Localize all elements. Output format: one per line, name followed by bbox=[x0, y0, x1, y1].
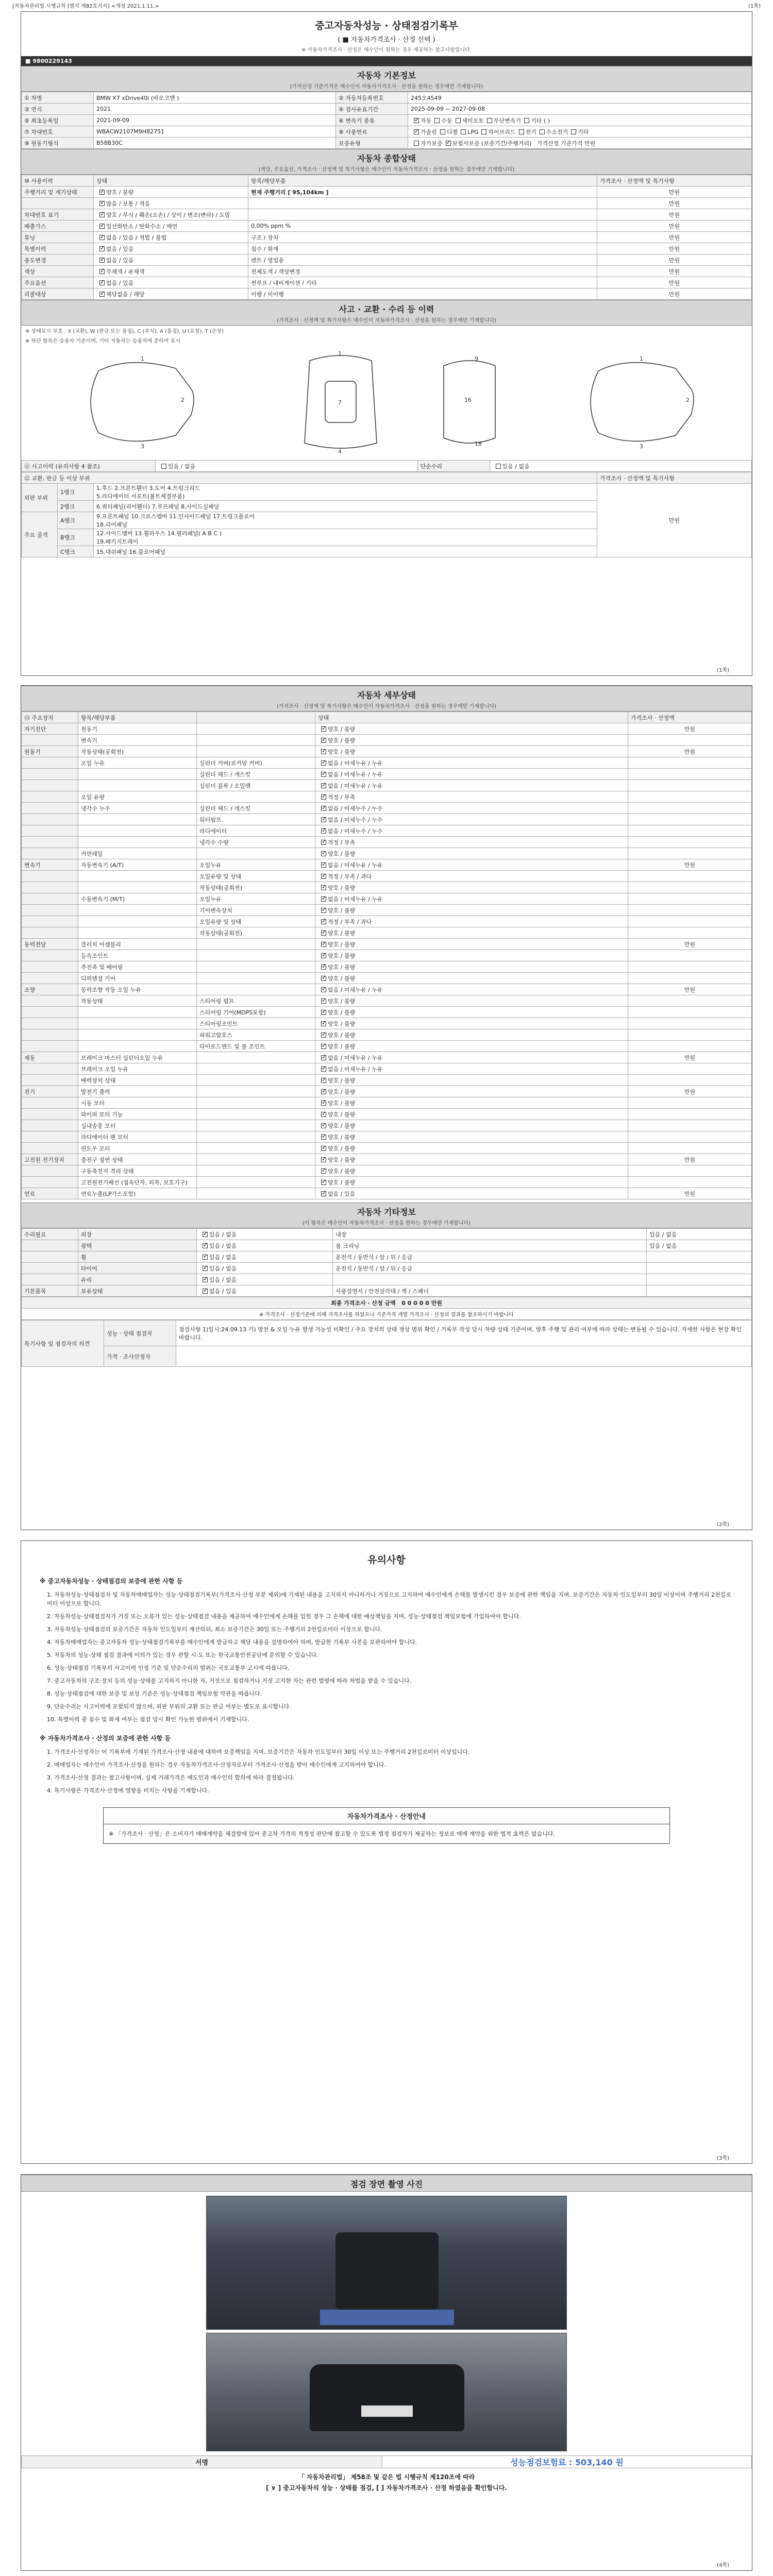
etc-row: 타이어 ✓ 있음 / 없음 운전석 / 동반석 / 앞 / 뒤 / 응급 bbox=[22, 1263, 752, 1274]
notice-item: 2. 매매업자는 매수인이 가격조사·산정을 원하는 경우 자동차가격조사·산정자로부터 가격조사·산정을 받아 매수인에게 고지하여야 합니다. bbox=[47, 1761, 386, 1768]
notice-item: 7. 중고자동차의 구조·장치 등의 성능·상태를 고지하지 아니한 자, 거짓으로 점검하거나 거짓 고지한 자는 관련 법령에 따라 처벌을 받을 수 있습니다. bbox=[47, 1677, 412, 1685]
svg-text:9: 9 bbox=[475, 355, 478, 362]
detail-row: 오일유량 및 상태 ✓ 적정 / 부족 / 과다 bbox=[22, 871, 752, 882]
svg-text:3: 3 bbox=[640, 443, 643, 450]
page-number: (4쪽) bbox=[717, 2563, 729, 2568]
detail-row: 전기 발전기 출력 ✓ 양호 / 불량 만원 bbox=[22, 1086, 752, 1097]
footer-1: 「 자동차관리법」 제58조 및 같은 법 시행규칙 제120조에 따라 bbox=[298, 2473, 475, 2481]
page-number: (1쪽) bbox=[717, 668, 729, 673]
notice-item: 2. 자동차성능·상태점검자가 거짓 또는 오류가 있는 성능·상태점검 내용을 제공하여 매수인에게 손해를 입힌 경우 그 손해에 대한 배상책임을 지며, 성능·상태점검 책임보험에 가입하여야 합니다. bbox=[47, 1613, 521, 1620]
detail-row: 배력장치 상태 ✓ 양호 / 불량 bbox=[22, 1075, 752, 1086]
detail-row: 작동상태(공회전) ✓ 양호 / 불량 bbox=[22, 927, 752, 939]
detail-row: 실린더 헤드 / 개스킷 ✓ 없음 / 미세누유 / 누유 bbox=[22, 769, 752, 780]
detail-row: 워터펌프 ✓ 없음 / 미세누수 / 누수 bbox=[22, 814, 752, 825]
basic-info-header: 자동차 기본정보 (가격산정 기준가격은 매수인이 자동차가격조사 · 산정을 원하는 경우에만 기재합니다) bbox=[21, 66, 752, 92]
detail-row: 냉각수 누수 실린더 헤드 / 개스킷 ✓ 없음 / 미세누수 / 누수 bbox=[22, 803, 752, 814]
remarks-table: 특기사항 및 점검자의 의견 성능 · 상태 점검자 점검사항 1)일시:24.09.13 기) 방전 & 오일 누유 발생 가능성 미확인 / 주요 장치의 상태 정상 범위 확인 / 기록부 작성 당시 차량 상태 기준이며, 향후 주행 및 관리 여부에 따라 상태는 변동될 수 있습니다. 자세한 사항은 현장 확인 바랍니다. 가격 · 조사산정자 bbox=[21, 1320, 752, 1367]
doc-note: ※ 자동차가격조사 · 산정은 매수인이 원하는 경우 제공하는 참고사항입니다. bbox=[301, 47, 472, 53]
form-ref: [자동차관리법 시행규칙 [별지 제82호서식] <개정 2021.1.11.> bbox=[12, 3, 160, 9]
notice-item: 8. 성능·상태점검에 대한 보증 및 보상 기준은 성능·상태점검 책임보험 약관을 따릅니다. bbox=[47, 1690, 262, 1698]
detail-row: 냉각수 수량 ✓ 적정 / 부족 bbox=[22, 837, 752, 848]
page-4 bbox=[21, 2174, 752, 2571]
etc-row: 광택 ✓ 있음 / 없음 룸 크리닝 있음 / 없음 bbox=[22, 1240, 752, 1251]
svg-text:4: 4 bbox=[338, 448, 342, 455]
detail-row: 작동상태 스티어링 펌프 ✓ 양호 / 불량 bbox=[22, 995, 752, 1007]
notice-item: 3. 자동차성능·상태점검의 보증기간은 자동차 인도일부터 계산하되, 최소 보증기간은 30일 또는 주행거리 2천킬로미터 이상으로 합니다. bbox=[47, 1626, 382, 1633]
etc-row: 수리필요 외장 ✓ 있음 / 없음 내장 있음 / 없음 bbox=[22, 1229, 752, 1240]
detail-row: 파워고압호스 ✓ 양호 / 불량 bbox=[22, 1029, 752, 1041]
notice-sec2: ※ 자동차가격조사 · 산정의 보증에 관한 사항 등 bbox=[40, 1734, 171, 1742]
inspection-photo-1 bbox=[206, 2196, 567, 2330]
detail-row: 오일유량 및 상태 ✓ 적정 / 부족 / 과다 bbox=[22, 916, 752, 927]
notice-item: 5. 자동차의 성능·상태 점검 결과에 이의가 있는 경우 관할 시·도 또는 한국교통안전공단에 문의할 수 있습니다. bbox=[47, 1652, 318, 1659]
detail-table: ⑬ 주요장치 항목/해당부품 상태 가격조사 · 산정액 자기진단 원동기 ✓ 양호 / 불량 만원 변속기 ✓ 양호 / 불량 원동기 작동상태(공회전) ✓ 양호 / 불량 만원 오일 누유 실린더 커버(로커암 커버) ✓ 없음 / 미세누유 / 누유 실린더 헤드 / 개스킷 ✓ 없음 / 미세누유 / 누유 실린더 블록 / 오일팬 ✓ 없음 / 미세누유 / 누유 오일 유량 ✓ 적정 / 부족 냉각수 누수 실린더 헤드 / 개스킷 ✓ 없음 / 미세누수 / 누수 워터펌프 ✓ 없음 / 미세누수 / 누수 라디에이터 ✓ 없음 / 미세누수 / 누수 냉각수 수량 ✓ 적정 / 부족 커먼레일 ✓ 양호 / 불량 변속기 자동변속기 (A/T) 오일누유 ✓ 없음 / 미세누유 / 누유 만원 오일유량 및 상태 ✓ 적정 / 부족 / 과다 작동상태(공회전) ✓ 양호 / 불량 수동변속기 (M/T) 오일누유 ✓ 없음 / 미세누유 / 누유 기어변속장치 ✓ 양호 / 불량 오일유량 및 상태 ✓ 적정 / 부족 / 과다 작동상태(공회전) ✓ 양호 / 불량 동력전달 클러치 어셈블리 ✓ 양호 / 불량 만원 등속조인트 ✓ 양호 / 불량 추진축 및 베어링 ✓ 양호 / 불량 디퍼렌셜 기어 ✓ 양호 / 불량 조향 동력조향 작동 오일 누유 ✓ 없음 / 미세누유 / 누유 만원 작동상태 스티어링 펌프 ✓ 양호 / 불량 스티어링 기어(MDPS포함) ✓ 양호 / 불량 스티어링조인트 ✓ 양호 / 불량 파워고압호스 ✓ 양호 / 불량 타이로드엔드 및 볼 조인트 ✓ 양호 / 불량 제동 브레이크 마스터 실린더오일 누유 ✓ 없음 / 미세누유 / 누유 만원 브레이크 오일 누유 ✓ 없음 / 미세누유 / 누유 배력장치 상태 ✓ 양호 / 불량 전기 발전기 출력 ✓ 양호 / 불량 만원 시동 모터 ✓ 양호 / 불량 와이퍼 모터 기능 ✓ 양호 / 불량 실내송풍 모터 ✓ 양호 / 불량 라디에이터 팬 모터 ✓ 양호 / 불량 윈도우 모터 ✓ 양호 / 불량 고전원 전기장치 충전구 절연 상태 ✓ 양호 / 불량 만원 구동축전지 격리 상태 ✓ 양호 / 불량 고전원전기배선 (접속단자, 피복, 보호기구) ✓ 양호 / 불량 연료 연료누출(LP가스포함) ✓ 없음 / 있음 만원 bbox=[21, 711, 752, 1199]
page-number: (3쪽) bbox=[717, 2156, 729, 2161]
accident-table: ⑪ 사고이력 (유의사항 4 참조) 있음 / 없음 단순수리 있음 / 없음 bbox=[21, 460, 752, 472]
doc-subtitle: ( ■ 자동차가격조사 · 산정 선택 ) bbox=[338, 36, 435, 44]
detail-row: 제동 브레이크 마스터 실린더오일 누유 ✓ 없음 / 미세누유 / 누유 만원 bbox=[22, 1052, 752, 1063]
summary-header: 자동차 종합상태 (색상, 주요옵션, 가격조사 · 산정액 및 특기사항은 매수인이 자동차가격조사 · 산정을 원하는 경우에만 기재합니다) bbox=[21, 149, 752, 175]
detail-row: 구동축전지 격리 상태 ✓ 양호 / 불량 bbox=[22, 1165, 752, 1177]
page-3 bbox=[21, 1540, 752, 2164]
detail-row: 오일 누유 실린더 커버(로커암 커버) ✓ 없음 / 미세누유 / 누유 bbox=[22, 757, 752, 769]
inspection-photo-2 bbox=[206, 2333, 567, 2451]
detail-row: 동력전달 클러치 어셈블리 ✓ 양호 / 불량 만원 bbox=[22, 939, 752, 950]
svg-text:16: 16 bbox=[464, 397, 472, 403]
footer-2: [ ∨ ] 중고자동차의 성능 · 상태를 점검, [ ] 자동차가격조사 · 산정 하였음을 확인합니다. bbox=[266, 2484, 507, 2492]
page-1 bbox=[21, 11, 752, 676]
page-count: (1쪽) bbox=[748, 3, 761, 9]
detail-row: 커먼레일 ✓ 양호 / 불량 bbox=[22, 848, 752, 859]
detail-row: 등속조인트 ✓ 양호 / 불량 bbox=[22, 950, 752, 961]
basic-info-table: ① 차명 BMW X7 xDrive40i (바로코멘 ) ② 자동차등록번호 245오4549 ③ 연식 2021 ④ 검사유효기간 2025-09-09 ~ 2027-09-08 ⑤ 최초등록일 2021-09-09 ⑥ 변속기 종류 ✓ 자동 수동 세미오토 무단변속기 기타 ( ) ⑦ 차대번호 WBACW2107M9H82751 ⑧ 사용연료 ✓ 가솔린 디젤 LPG 하이브리드 전기 수소전기 기타 ⑨ 원동기형식 B58B30C 보증유형 자가보증✓ 보험사보증 (보증기간/주행거리) 가격산정 기준가격 만원 bbox=[21, 92, 752, 149]
detail-row: 조향 동력조향 작동 오일 누유 ✓ 없음 / 미세누유 / 누유 만원 bbox=[22, 984, 752, 995]
detail-header: 자동차 세부상태 (가격조사 · 산정액 및 특기사항은 매수인이 자동차가격조사 · 산정을 원하는 경우에만 기재합니다) bbox=[21, 686, 752, 711]
detail-row: 스티어링 기어(MDPS포함) ✓ 양호 / 불량 bbox=[22, 1007, 752, 1018]
detail-row: 고전원전기배선 (접속단자, 피복, 보호기구) ✓ 양호 / 불량 bbox=[22, 1177, 752, 1188]
svg-text:2: 2 bbox=[686, 397, 690, 403]
detail-row: 브레이크 오일 누유 ✓ 없음 / 미세누유 / 누유 bbox=[22, 1063, 752, 1075]
svg-text:1: 1 bbox=[338, 350, 342, 357]
detail-row: 오일 유량 ✓ 적정 / 부족 bbox=[22, 791, 752, 803]
detail-row: 추진축 및 베어링 ✓ 양호 / 불량 bbox=[22, 961, 752, 973]
detail-row: 윈도우 모터 ✓ 양호 / 불량 bbox=[22, 1143, 752, 1154]
detail-row: 실린더 블록 / 오일팬 ✓ 없음 / 미세누유 / 누유 bbox=[22, 780, 752, 791]
svg-text:7: 7 bbox=[338, 399, 342, 406]
summary-table: ⑩ 사용이력 상태 항목/해당부품 가격조사 · 산정액 및 특기사항 주행거리 및 계기상태 ✓ 양호 / 불량 현재 주행거리 [ 95,104km ] 만원 ✓많음 / 보통 / 적음 만원 차대번호 표기 ✓ 양호 / 부식 / 훼손(오손) / 상이 / 변조(변타) / 도말 만원 배출가스 ✓ 일산화탄소 / 탄화수소 / 매연 0.00% ppm % 만원 튜닝 ✓ 없음 / 있음 / 적법 / 불법 구조 / 장치 만원 특별이력 ✓ 없음 / 있음 침수 / 화재 만원 용도변경 ✓ 없음 / 있음 렌트 / 영업용 만원 색상 ✓ 무채색 / 유채색 전체도색 / 색상변경 만원 주요옵션 ✓ 없음 / 있음 썬루프 / 내비게이션 / 기타 만원 리콜대상 ✓ 해당없음 / 해당 이행 / 미이행 만원 bbox=[21, 175, 752, 300]
notice-list-2 bbox=[40, 1748, 733, 1795]
svg-text:3: 3 bbox=[141, 443, 144, 450]
notice-item: 4. 특기사항은 가격조사·산정에 영향을 미치는 사항을 기재합니다. bbox=[47, 1787, 209, 1794]
etc-row: 휠 ✓ 있음 / 없음 운전석 / 동반석 / 앞 / 뒤 / 응급 bbox=[22, 1251, 752, 1263]
notice-item: 9. 단순수리는 사고이력에 포함되지 않으며, 외판 부위의 교환 또는 판금 여부는 별도로 표시합니다. bbox=[47, 1703, 291, 1710]
detail-row: 원동기 작동상태(공회전) ✓ 양호 / 불량 만원 bbox=[22, 746, 752, 757]
notice-sec1: ※ 중고자동차성능 · 상태점검의 보증에 관한 사항 등 bbox=[40, 1578, 183, 1585]
final-price-table: 최종 가격조사 · 산정 금액 0 0 0 0 0 만원 ※ 가격조사 · 산정기준에 의해 가격조사를 하였으나 기준가격 개별 가격조사 · 산정의 결과를 참조하시기 바랍니다 bbox=[21, 1297, 752, 1320]
notice-item: 1. 자동차성능·상태점검자 및 자동차매매업자는 성능·상태점검기록부(가격조사·산정 부분 제외)에 기재된 내용을 고지하지 아니하거나 거짓으로 고지하여 매수인에게 손해를 발생시킨 경우 보증에 관한 책임을 지며, 보증기간은 자동차 인도일부터 30일 이상이며 주행거리 2천킬로미터 이상으로 합니다. bbox=[47, 1591, 731, 1607]
etc-header: 자동차 기타정보 (이 항목은 매수인이 자동차가격조사 · 산정을 원하는 경우에만 기재합니다) bbox=[21, 1202, 752, 1228]
pricing-guide: 자동차가격조사 · 산정안내 ※ 「가격조사 · 산정」은 소비자가 매매계약을 체결함에 있어 중고차 가격의 적정성 판단에 참고할 수 있도록 법정 점검자가 제공하는 정보로 매매 계약을 위한 법적 효력은 없습니다. bbox=[103, 1807, 670, 1844]
etc-row: 기본품목 보유상태 ✓ 없음 / 있음 사용설명서 / 안전삼각대 / 잭 / 스패너 bbox=[22, 1285, 752, 1297]
detail-row: 변속기 ✓ 양호 / 불량 bbox=[22, 735, 752, 746]
svg-text:18: 18 bbox=[475, 440, 482, 447]
notice-title: 유의사항 bbox=[367, 1554, 406, 1566]
detail-row: 기어변속장치 ✓ 양호 / 불량 bbox=[22, 905, 752, 916]
svg-text:2: 2 bbox=[181, 397, 184, 403]
notice-item: 10. 특별이력 중 침수 및 화재 여부는 점검 당시 확인 가능한 범위에서 기재합니다. bbox=[47, 1716, 249, 1723]
notice-item: 3. 가격조사·산정 결과는 참고사항이며, 실제 거래가격은 매도인과 매수인의 합의에 따라 결정됩니다. bbox=[47, 1774, 295, 1781]
sign-table: 서명 성능점검보험료 : 503,140 원 bbox=[21, 2455, 752, 2468]
detail-row: 디퍼렌셜 기어 ✓ 양호 / 불량 bbox=[22, 973, 752, 984]
photo-header: 점검 장면 촬영 사진 bbox=[21, 2175, 752, 2192]
detail-row: 와이퍼 모터 기능 ✓ 양호 / 불량 bbox=[22, 1109, 752, 1120]
detail-row: 라디에이터 ✓ 없음 / 미세누수 / 누수 bbox=[22, 825, 752, 837]
notice-item: 6. 성능·상태점검 기록부의 사고이력 인정 기준 및 단순수리의 범위는 국토교통부 고시에 따릅니다. bbox=[47, 1665, 290, 1672]
notice-item: 4. 자동차매매업자는 중고자동차 성능·상태점검기록부를 매수인에게 발급하고 해당 내용을 설명하여야 하며, 발급한 기록부 사본을 보관하여야 합니다. bbox=[47, 1639, 417, 1646]
detail-row: 실내송풍 모터 ✓ 양호 / 불량 bbox=[22, 1120, 752, 1131]
detail-row: 스티어링조인트 ✓ 양호 / 불량 bbox=[22, 1018, 752, 1029]
detail-row: 수동변속기 (M/T) 오일누유 ✓ 없음 / 미세누유 / 누유 bbox=[22, 893, 752, 905]
accident-header: 사고 · 교환 · 수리 등 이력 (가격조사 · 산정액 및 특기사항은 매수인이 자동차가격조사 · 산정을 원하는 경우에만 기재합니다) bbox=[21, 300, 752, 326]
detail-row: 자기진단 원동기 ✓ 양호 / 불량 만원 bbox=[22, 723, 752, 735]
detail-row: 고전원 전기장치 충전구 절연 상태 ✓ 양호 / 불량 만원 bbox=[22, 1154, 752, 1165]
accident-legend: ※ 상태표시 부호 : X (교환), W (판금 또는 용접), C (부식), A (흠집), U (요철), T (손상) bbox=[25, 329, 224, 334]
detail-row: 작동상태(공회전) ✓ 양호 / 불량 bbox=[22, 882, 752, 893]
notice-item: 1. 가격조사·산정자는 이 기록부에 기재된 가격조사·산정 내용에 대하여 보증책임을 지며, 보증기간은 자동차 인도일부터 30일 이상 또는 주행거리 2천킬로미터 이상입니다. bbox=[47, 1748, 470, 1755]
panel-table: ⑫ 교환, 판금 등 이상 부위 가격조사 · 산정액 및 특기사항 외판 부위 1랭크 1.후드 2.프론트휀더 3.도어 4.트렁크리드 5.라디에이터 서포트(볼트체결부품) 만원 2랭크 6.쿼터패널(리어휀더) 7.루프패널 8.사이드실패널 주요 골격 A랭크 9.프론트패널 10.크로스멤버 11.인사이드패널 17.트렁크플로어 18.리어패널 B랭크 12.사이드멤버 13.휠하우스 14.필러패널( A B C ) 19.패키지트레이 C랭크 15.대쉬패널 16.플로어패널 bbox=[21, 472, 752, 557]
car-diagram bbox=[21, 345, 752, 459]
etc-table bbox=[21, 1228, 752, 1297]
doc-title: 중고자동차성능 · 상태점검기록부 bbox=[315, 20, 458, 31]
detail-row: 연료 연료누출(LP가스포함) ✓ 없음 / 있음 만원 bbox=[22, 1188, 752, 1199]
etc-row: 유리 ✓ 있음 / 없음 bbox=[22, 1274, 752, 1285]
accident-legend-2: ※ 하단 항목은 승용차 기준이며, 기타 자동차는 승용차에 준하여 표시 bbox=[25, 338, 180, 344]
svg-text:1: 1 bbox=[640, 355, 643, 362]
doc-number: ■ 9800229143 bbox=[21, 56, 752, 66]
page-2 bbox=[21, 685, 752, 1530]
detail-row: 타이로드엔드 및 볼 조인트 ✓ 양호 / 불량 bbox=[22, 1041, 752, 1052]
notice-list-1 bbox=[40, 1590, 733, 1724]
detail-row: 라디에이터 팬 모터 ✓ 양호 / 불량 bbox=[22, 1131, 752, 1143]
detail-row: 변속기 자동변속기 (A/T) 오일누유 ✓ 없음 / 미세누유 / 누유 만원 bbox=[22, 859, 752, 871]
detail-row: 시동 모터 ✓ 양호 / 불량 bbox=[22, 1097, 752, 1109]
svg-text:1: 1 bbox=[141, 355, 144, 362]
page-number: (2쪽) bbox=[717, 1522, 729, 1528]
